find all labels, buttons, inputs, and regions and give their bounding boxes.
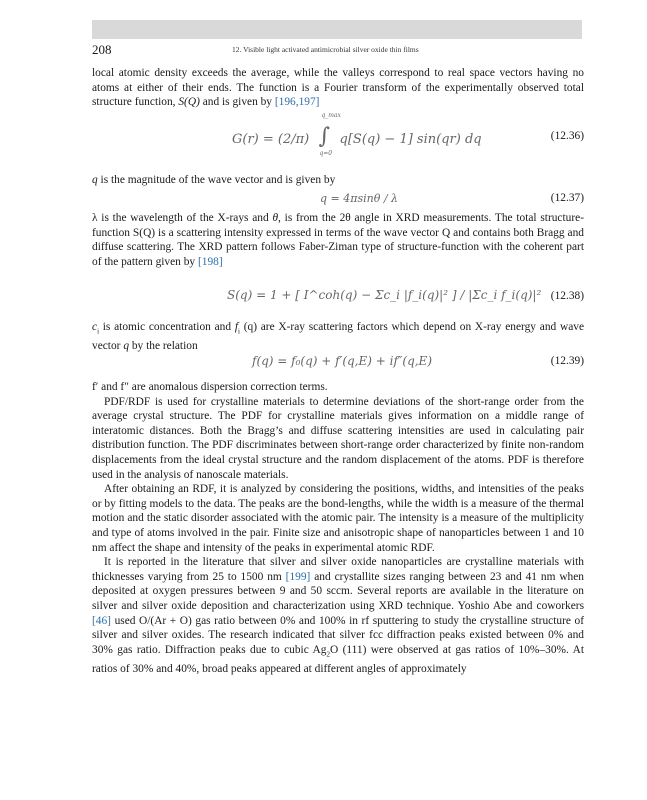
text-run: used O/(Ar + O) gas ratio between 0% and 100% in rf sputtering to study the crystalline structure of silver and silver oxides. The research indicated that silver fcc diffraction peaks existed between 0% and 30% gas ratio. Diffraction peaks due to cubic Ag [92, 614, 584, 656]
text-run: i [238, 327, 240, 336]
citation-link[interactable]: [196,197] [274, 96, 320, 109]
equation-number: (12.36) [550, 130, 584, 142]
paragraph-7: After obtaining an RDF, it is analyzed by considering the positions, widths, and intensities of the peaks or by fitting models to the data. The peaks are the bond-lengths, while the width is a measure of the thermal motion and the static disorder associated with the atomic pair. The intensity is a measure of the multiplicity and type of atoms involved in the pair. Finite size and anisotropic shape of nanoparticles between 1 and 10 nm affect the shape and intensity of the peaks in experimental atomic RDF. [92, 483, 584, 554]
equation-formula: f(q) = f₀(q) + f′(q,E) + if″(q,E) [252, 354, 432, 368]
text-run: i [97, 327, 100, 336]
page-number: 208 [92, 42, 112, 57]
integral-lower-limit: q=0 [319, 150, 333, 157]
text-run: It is reported in the literature that silver and silver oxide nanoparticles are crystalline materials with thicknesses varying from 25 to 1500 nm [92, 556, 584, 583]
paragraph-5: f′ and f″ are anomalous dispersion correction terms. [92, 381, 328, 393]
integral-upper-limit: q_max [321, 112, 341, 119]
paragraph-3 [92, 211, 584, 269]
equation-12-38 [92, 284, 584, 310]
equation-12-39 [92, 351, 584, 375]
equation-integrand: q[S(q) − 1] sin(qr) dq [339, 132, 482, 147]
text-run: and crystallite sizes ranging between 23 and 41 nm when deposited at oxygen pressures between 9 and 50 sccm. Several reports are available in the literature on silver and silver oxide deposition and characterization using XRD technique. Yoshio Abe and coworkers [92, 570, 584, 612]
header-bar [92, 20, 582, 39]
text-run: f [234, 321, 238, 333]
text-run: by the relation [129, 339, 198, 352]
text-run: q [123, 339, 130, 352]
equation-formula [232, 112, 482, 157]
equation-lhs: G(r) = (2/π) [232, 132, 310, 147]
equation-12-37 [92, 191, 584, 211]
text-run: λ is the wavelength of the X-rays and [92, 212, 273, 224]
integral-sign: ∫ q_max q=0 [318, 112, 341, 157]
equation-12-36 [92, 114, 584, 158]
text-run: (q) are X-ray scattering factors which depend on X-ray energy and wave vector [92, 321, 584, 352]
text-run: c [92, 321, 98, 333]
equation-number: (12.37) [550, 192, 584, 204]
citation-link[interactable]: [199] [285, 570, 311, 583]
text-run: 2 [326, 649, 330, 658]
paragraph-6: PDF/RDF is used for crystalline materials to determine deviations of the short-range order from the average crystal structure. The PDF for crystalline materials gives information on a middle range of interatomic distances. Both the Bragg’s and diffuse scattering intensities are used in calculating pair distribution function. The PDF discriminates between short-range order characterized by finite non-random displacements from the ideal crystal structure and the random displacement of the atoms. PDF is therefore used in the analysis of nanoscale materials. [92, 395, 584, 481]
paragraph-8 [92, 555, 584, 676]
equation-formula: S(q) = 1 + [ I^coh(q) − Σc_i |f_i(q)|² ] / |Σc_i f_i(q)|² [227, 288, 542, 302]
citation-link[interactable]: [46] [92, 614, 111, 627]
text-run: is the magnitude of the wave vector and is given by [97, 174, 336, 186]
equation-number: (12.39) [550, 355, 584, 367]
equation-number: (12.38) [550, 290, 584, 302]
equation-formula: q = 4πsinθ / λ [320, 192, 399, 205]
text-run: θ [272, 212, 279, 224]
paragraph-2 [92, 173, 584, 188]
text-run: local atomic density exceeds the average, while the valleys correspond to real space vectors having no atoms at either of their ends. The function is a Fourier transform of the experimentally observed total structure function, [92, 67, 584, 109]
running-head: 12. Visible light activated antimicrobial silver oxide thin films [232, 45, 419, 54]
citation-link[interactable]: [198] [197, 255, 223, 268]
text-run: , is from the 2θ angle in XRD measurements. The total structure-function S(Q) is a scattering intensity expressed in terms of the wave vector Q and contains both Bragg and diffuse scattering. The XRD pattern follows Faber-Ziman type of structure-function with the coherent part of the pattern given by [92, 212, 584, 268]
text-run: is atomic concentration and [99, 321, 235, 333]
text-run: q [92, 174, 98, 186]
paragraph-1 [92, 66, 584, 110]
text-run: and is given by [199, 96, 275, 109]
text-run: O (111) were observed at gas ratios of 10%–30%. At ratios of 30% and 40%, broad peaks appeared at different angles of approximately [92, 643, 584, 675]
paragraphs-main [92, 380, 584, 676]
text-run: S(Q) [178, 96, 200, 109]
paragraph-4 [92, 320, 584, 353]
